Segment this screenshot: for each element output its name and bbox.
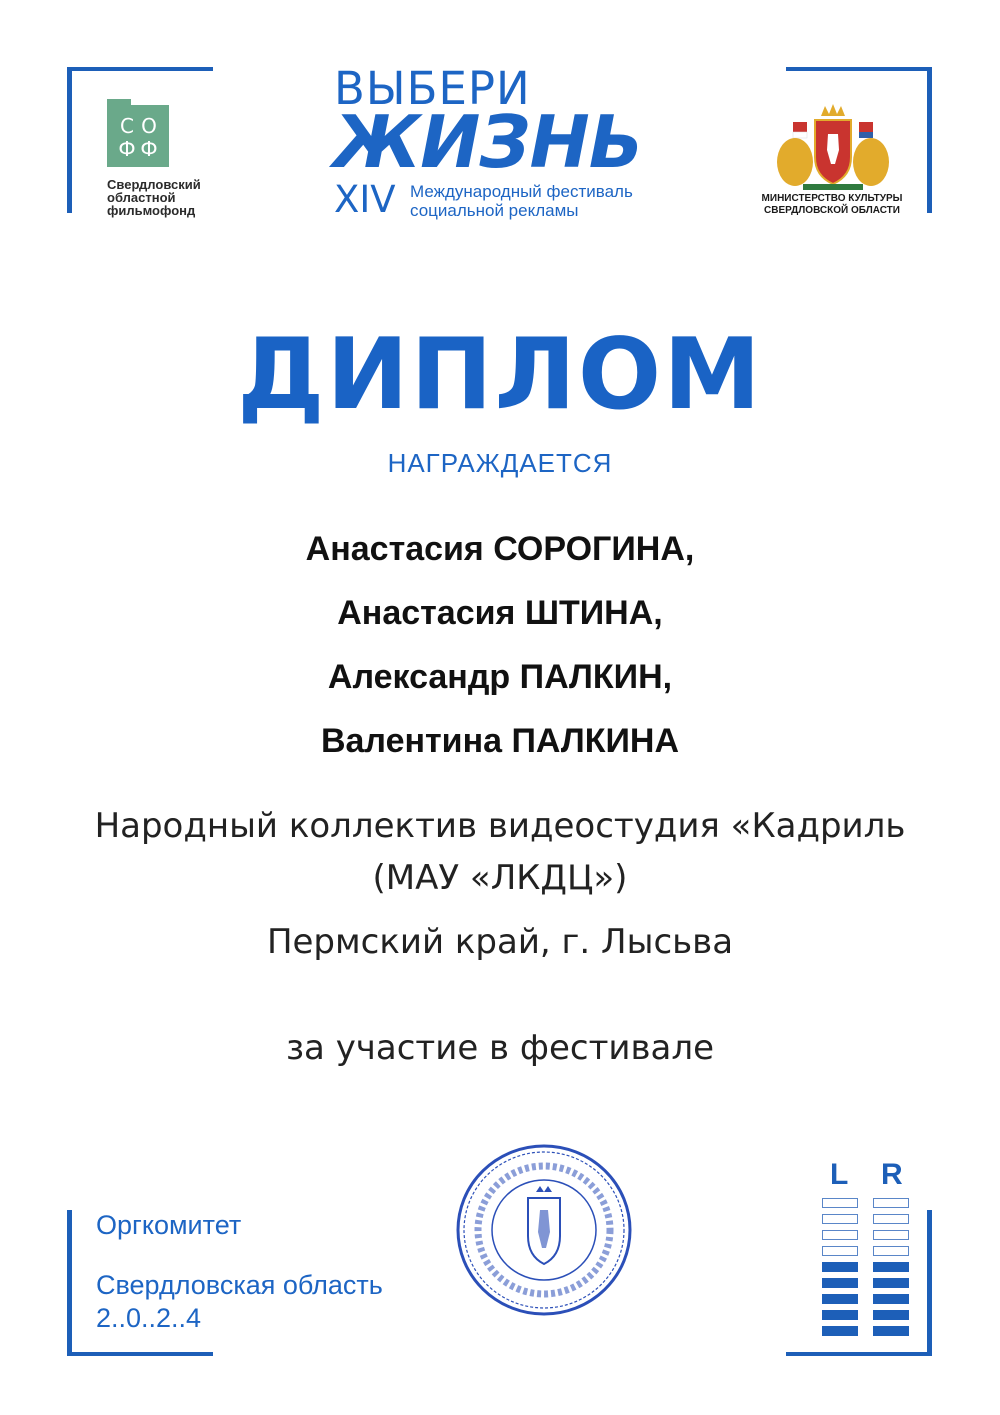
fund-letter-1: С — [120, 114, 134, 138]
frame-bottom-right-vertical — [927, 1210, 932, 1356]
meter-bar — [873, 1262, 909, 1272]
meter-right-column — [873, 1198, 909, 1342]
meter-bar — [873, 1278, 909, 1288]
organizing-committee: Оргкомитет — [96, 1210, 242, 1240]
meter-label-right: R — [881, 1158, 903, 1191]
festival-subtitle-1: Международный фестиваль — [410, 182, 633, 201]
meter-bar — [873, 1326, 909, 1336]
organization-line-2: (МАУ «ЛКДЦ») — [372, 858, 628, 898]
film-fund-logo-icon — [107, 99, 169, 167]
meter-left-column — [822, 1198, 858, 1342]
frame-bottom-left-vertical — [67, 1210, 72, 1356]
meter-bar — [822, 1198, 858, 1208]
meter-bar — [873, 1246, 909, 1256]
recipient-3: Александр ПАЛКИН, — [327, 658, 673, 696]
frame-bottom-left-horizontal — [67, 1352, 213, 1356]
recipient-4: Валентина ПАЛКИНА — [320, 722, 680, 760]
festival-logo-top: ВЫБЕРИ — [334, 62, 531, 115]
recipient-2: Анастасия ШТИНА, — [337, 594, 663, 632]
meter-bar — [873, 1310, 909, 1320]
recipient-1: Анастасия СОРОГИНА, — [305, 530, 695, 568]
festival-subtitle-2: социальной рекламы — [410, 201, 579, 220]
frame-top-right-horizontal — [786, 67, 932, 71]
frame-bottom-right-horizontal — [786, 1352, 932, 1356]
meter-bar — [822, 1230, 858, 1240]
meter-bar — [873, 1198, 909, 1208]
meter-label-left: L — [830, 1158, 849, 1191]
year: 2..0..2..4 — [96, 1303, 202, 1333]
fund-letter-3: Ф — [118, 137, 136, 161]
awarded-label: НАГРАЖДАЕТСЯ — [387, 448, 613, 478]
film-fund-name — [107, 178, 201, 217]
meter-bar — [822, 1326, 858, 1336]
fund-line-1: Свердловский — [107, 177, 201, 192]
meter-bar — [873, 1214, 909, 1224]
meter-bar — [822, 1246, 858, 1256]
festival-logo-main: ЖИЗНЬ — [333, 100, 643, 184]
award-reason: за участие в фестивале — [285, 1028, 715, 1068]
fund-line-2: областной — [107, 190, 176, 205]
meter-bar — [822, 1262, 858, 1272]
fund-letter-4: Ф — [140, 137, 158, 161]
meter-bar — [822, 1294, 858, 1304]
meter-bar — [822, 1310, 858, 1320]
ministry-name — [752, 193, 912, 217]
ministry-line-2: СВЕРДЛОВСКОЙ ОБЛАСТИ — [764, 205, 900, 216]
region-name: Свердловская область — [96, 1270, 383, 1300]
fund-letter-2: О — [141, 114, 157, 138]
festival-edition-number: XIV — [334, 178, 396, 221]
diploma-title: ДИПЛОМ — [237, 318, 763, 432]
coat-of-arms-icon — [773, 102, 893, 192]
organization-line-1: Народный коллектив видеостудия «Кадриль — [94, 806, 906, 846]
meter-bar — [822, 1214, 858, 1224]
meter-bar — [873, 1294, 909, 1304]
ministry-line-1: МИНИСТЕРСТВО КУЛЬТУРЫ — [761, 193, 903, 204]
frame-top-left-horizontal — [67, 67, 213, 71]
frame-top-left-vertical — [67, 67, 72, 213]
meter-bar — [873, 1230, 909, 1240]
location: Пермский край, г. Лысьва — [266, 922, 734, 962]
fund-line-3: фильмофонд — [107, 203, 196, 218]
frame-top-right-vertical — [927, 67, 932, 213]
official-stamp-icon — [452, 1140, 637, 1320]
meter-bar — [822, 1278, 858, 1288]
